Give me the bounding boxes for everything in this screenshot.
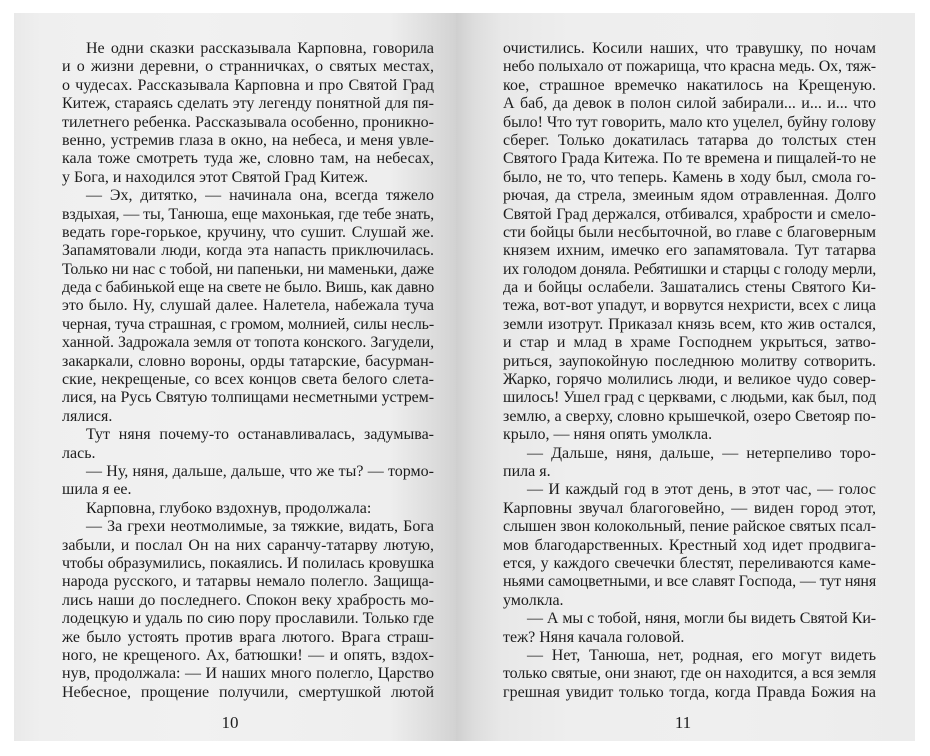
text-line: и стар и млад в храме Господнем укрыться, затво-	[503, 334, 876, 352]
text-line: Жарко, горячо молились люди, и великое чудо совер-	[503, 371, 876, 389]
text-line: небо полыхало от пожарища, что красна медь. Ох, тяж-	[503, 58, 876, 76]
text-line: ного, не крещеного. Ах, батюшки! — и опять, вздох-	[62, 646, 434, 664]
text-line: — Дальше, няня, дальше, — нетерпеливо торо-	[527, 444, 876, 462]
text-line: — И каждый год в этот день, в этот час, — голос	[527, 481, 876, 499]
text-line: Карповна, глубоко вздохнув, продолжала:	[86, 499, 372, 517]
text-line: их голодом доняла. Ребятишки и старцы с голоду мерли,	[503, 260, 876, 278]
text-line: очистились. Косили наших, что травушку, по ночам	[503, 40, 876, 57]
text-line: ведать горе-горькое, кручину, что сушит. Слушай же.	[62, 223, 434, 241]
text-line: ньями самоцветными, и все славят Господа, — тут няня	[503, 573, 876, 591]
text-line: шилось! Ушел град с церквами, с людьми, как был, под	[503, 389, 876, 407]
text-line: да и бойцы ослабели. Зашатались стены Святого Ки-	[503, 279, 876, 297]
text-line: лялися.	[62, 407, 113, 425]
text-line: умолкла.	[503, 591, 564, 609]
text-line: лися, на Русь Святую толпищами несметными устрем-	[62, 389, 434, 407]
text-line: сберег. Только докатилась татарва до толстых стен	[503, 131, 876, 149]
right-page	[456, 13, 915, 741]
text-line: пила я.	[503, 462, 551, 480]
text-line: ские, некрещеные, со всех концов света белого слета-	[62, 371, 434, 389]
text-line: земли изотрут. Приказал князь всем, кто жив остался,	[503, 315, 876, 333]
text-line: слышен звон колокольный, пение райское святых псал-	[503, 518, 876, 536]
text-line: рючая, да стрела, змеиным ядом отравленная. Долго	[503, 187, 876, 205]
page-number-left: 10	[221, 713, 239, 732]
text-line: у Бога, и находился этот Святой Град Китеж.	[62, 168, 369, 186]
text-line: только святые, они знают, где он находится, а вся земля	[503, 665, 876, 683]
text-line: народа русского, и татарвы немало полегло. Защища-	[62, 573, 434, 591]
text-line: Святого Града Китежа. По те времена и пищалей-то не	[503, 150, 876, 168]
text-line: Небесное, прощение получили, смертушкой лютой	[62, 683, 434, 701]
text-line: ханной. Задрожала земля от топота конского. Загудели,	[62, 334, 434, 352]
text-line: лась.	[62, 444, 96, 462]
left-page	[14, 13, 456, 741]
text-line: — Ну, няня, дальше, дальше, что же ты? — тормо-	[86, 462, 434, 480]
text-line: о чудесах. Рассказывала Карповна и про Святой Град	[62, 76, 434, 94]
text-line: риться, заупокойную последнюю молитву сотворить.	[503, 352, 876, 370]
text-line: кала тоже смотреть туда же, словно там, на небесах,	[62, 150, 434, 168]
text-line: и о жизни деревни, о странничках, о святых местах,	[62, 58, 434, 76]
text-line: вздыхая, — ты, Танюша, еще махонькая, где тебе знать,	[62, 205, 434, 223]
text-line: кое, страшное времечко накатилось на Крещеную.	[503, 76, 876, 94]
text-line: — Нет, Танюша, нет, родная, его могут видеть	[527, 646, 876, 664]
text-line: это было. Ну, слушай далее. Налетела, набежала туча	[62, 297, 434, 315]
text-line: Карповны звучал благоговейно, — виден город этот,	[503, 499, 876, 517]
text-line: тилетнего ребенка. Рассказывала особенно, проникно-	[62, 113, 434, 131]
text-line: сти бойцы были несбыточной, во главе с благоверным	[503, 223, 876, 241]
text-line: тежа, вот-вот упадут, и ворвутся нехристи, всех с лица	[503, 297, 876, 315]
text-line: было, не то, что теперь. Камень в ходу был, смола го-	[503, 168, 876, 186]
page-number-right: 11	[674, 713, 692, 732]
text-line: грешная увидит только тогда, когда Правда Божия на	[503, 683, 876, 701]
text-line: шила я ее.	[62, 481, 132, 499]
text-line: Не одни сказки рассказывала Карповна, говорила	[86, 40, 434, 57]
text-line: Запамятовали люди, когда эта напасть приключилась.	[62, 242, 434, 260]
text-line: лись наши до последнего. Спокон веку храбрость мо-	[62, 591, 434, 609]
text-line: — Эх, дитятко, — начинала она, всегда тяжело	[86, 187, 434, 205]
text-line: закаркали, словно вороны, орды татарские, басурман-	[62, 352, 434, 370]
text-line: ется, у каждого свечечки блестят, переливаются каме-	[503, 554, 876, 572]
text-line: Тут няня почему-то останавливалась, задумыва-	[86, 426, 434, 444]
right-page-text	[503, 40, 876, 702]
left-page-text	[62, 40, 434, 702]
text-line: Только ни нас с тобой, ни папеньки, ни маменьки, даже	[62, 260, 434, 278]
text-line: забыли, и послал Он на них саранчу-татарву лютую,	[62, 536, 434, 554]
text-line: — А мы с тобой, няня, могли бы видеть Святой Ки-	[527, 610, 876, 628]
text-line: мов благодарственных. Крестный ход идет продвига-	[503, 536, 876, 554]
text-line: чтобы образумились, покаялись. И полилась кровушка	[62, 554, 434, 572]
text-line: венно, устремив глаза в окно, на небеса, и меня увле-	[62, 131, 434, 149]
text-line: Святой Град держался, отбивался, храбрости и смело-	[503, 205, 876, 223]
text-line: деда с бабинькой еще на свете не было. Вишь, как давно	[62, 279, 434, 297]
text-line: же было устоять против врага лютого. Врага страш-	[62, 628, 434, 646]
text-line: крыло, — няня опять умолкла.	[503, 426, 713, 444]
text-line: — За грехи неотмолимые, за тяжкие, видать, Бога	[86, 518, 434, 536]
text-line: теж? Няня качала головой.	[503, 628, 685, 646]
text-line: Китеж, стараясь сделать эту легенду понятной для пя-	[62, 95, 434, 113]
text-line: было! Что тут говорить, мало кто уцелел, буйну голову	[503, 113, 876, 131]
text-line: черная, туча страшная, с громом, молнией, силы несль-	[62, 315, 434, 333]
text-line: А баб, да девок в полон силой забирали... и... и... что	[503, 95, 876, 113]
text-line: нув, продолжала: — И наших много полегло, Царство	[62, 665, 434, 683]
text-line: лодецкую и удаль по сию пору прославили. Только где	[62, 610, 434, 628]
text-line: землю, а сверху, словно крышечкой, озеро Светояр по-	[503, 407, 876, 425]
text-line: князем ихним, имечко его запамятовала. Тут татарва	[503, 242, 876, 260]
